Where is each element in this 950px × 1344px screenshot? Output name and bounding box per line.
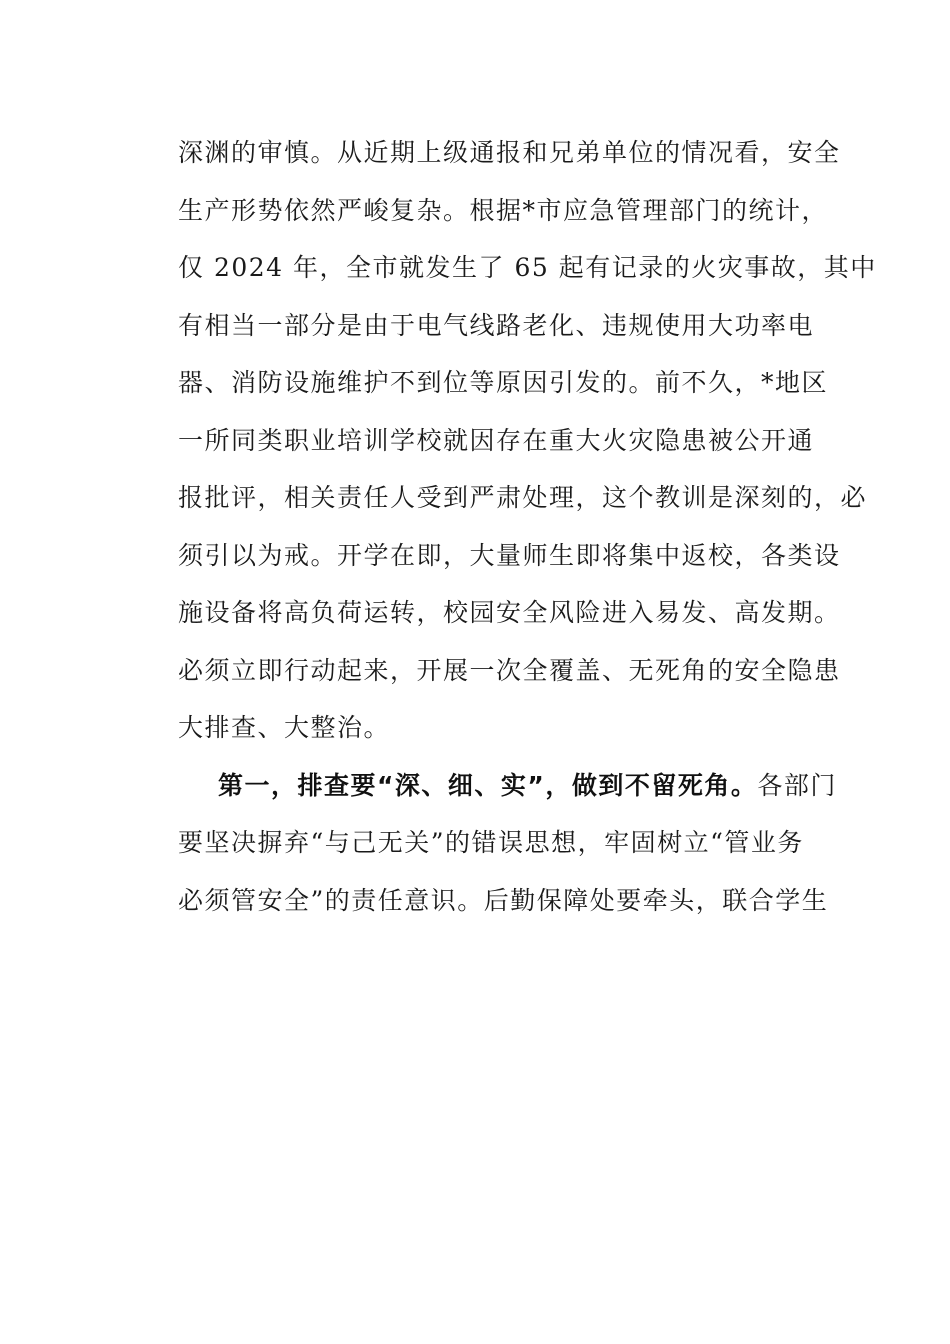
- text-line: 器、消防设施维护不到位等原因引发的。前不久，*地区: [178, 368, 829, 397]
- text-line: 生产形势依然严峻复杂。根据*市应急管理部门的统计，: [178, 195, 829, 225]
- text-line: 大排查、大整治。: [178, 713, 391, 742]
- text-line: 报批评，相关责任人受到严肃处理，这个教训是深刻的，必: [178, 483, 868, 512]
- text-line: 深渊的审慎。从近期上级通报和兄弟单位的情况看，安全: [178, 138, 841, 167]
- text-line: 要坚决摒弃“与己无关”的错误思想，牢固树立“管业务: [178, 828, 804, 857]
- text-line: 一所同类职业培训学校就因存在重大火灾隐患被公开通: [178, 425, 815, 455]
- heading-line-rest: 各部门: [757, 770, 837, 800]
- text-line: 必须管安全”的责任意识。后勤保障处要牵头，联合学生: [178, 885, 829, 915]
- text-line: 有相当一部分是由于电气线路老化、违规使用大功率电: [178, 310, 815, 340]
- paragraph-heading: 第一，排查要“深、细、实”，做到不留死角。: [218, 770, 758, 800]
- text-line: 须引以为戒。开学在即，大量师生即将集中返校，各类设: [178, 540, 841, 570]
- text-line: 施设备将高负荷运转，校园安全风险进入易发、高发期。: [178, 598, 841, 627]
- text-line: 必须立即行动起来，开展一次全覆盖、无死角的安全隐患: [178, 655, 841, 685]
- paragraph-heading-line: [178, 757, 837, 815]
- text-line: 仅 2024 年，全市就发生了 65 起有记录的火灾事故，其中: [178, 253, 877, 282]
- body-text: [178, 124, 877, 929]
